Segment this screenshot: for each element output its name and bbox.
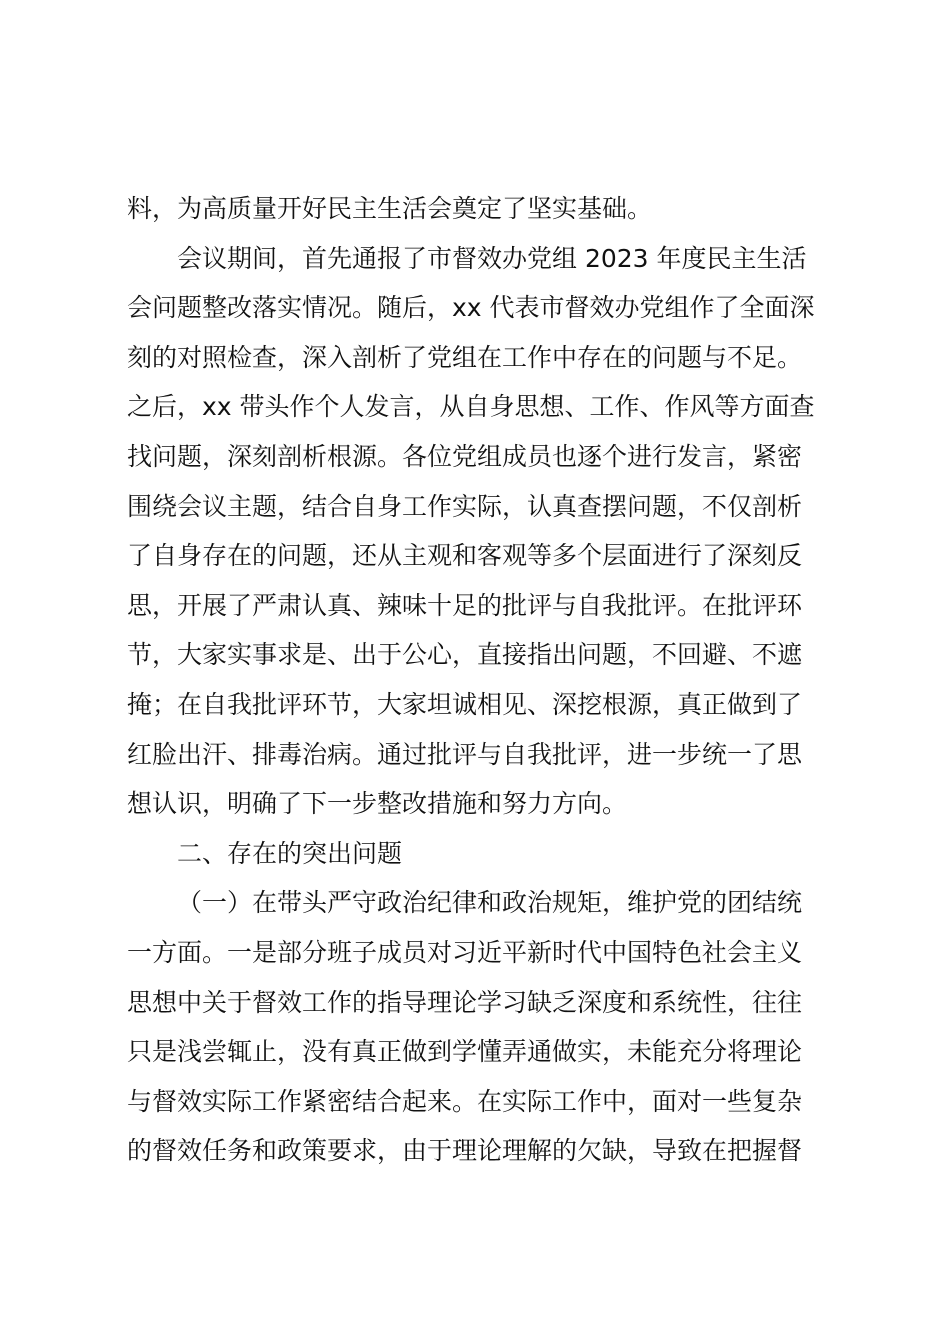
body-text [127, 184, 832, 1176]
text-line: 节，大家实事求是、出于公心，直接指出问题，不回避、不遮 [127, 640, 803, 670]
text-line: 与督效实际工作紧密结合起来。在实际工作中，面对一些复杂 [127, 1086, 803, 1116]
section-heading: 二、存在的突出问题 [177, 838, 403, 868]
text-line: 思，开展了严肃认真、辣味十足的批评与自我批评。在批评环 [127, 590, 803, 620]
text-line: 一方面。一是部分班子成员对习近平新时代中国特色社会主义 [127, 937, 803, 967]
text-line: 刻的对照检查，深入剖析了党组在工作中存在的问题与不足。 [127, 342, 803, 372]
paragraph-start-line: 会议期间，首先通报了市督效办党组 2023 年度民主生活 [177, 243, 807, 273]
text-line: 只是浅尝辄止，没有真正做到学懂弄通做实，未能充分将理论 [127, 1037, 803, 1067]
text-line: 找问题，深刻剖析根源。各位党组成员也逐个进行发言，紧密 [127, 441, 803, 471]
text-line: 围绕会议主题，结合自身工作实际，认真查摆问题，不仅剖析 [127, 491, 803, 521]
text-line: 料，为高质量开好民主生活会奠定了坚实基础。 [127, 194, 653, 223]
text-line: 了自身存在的问题，还从主观和客观等多个层面进行了深刻反 [127, 541, 803, 571]
paragraph-start-line: （一）在带头严守政治纪律和政治规矩，维护党的团结统 [177, 888, 803, 918]
text-line: 想认识，明确了下一步整改措施和努力方向。 [127, 789, 628, 819]
text-line: 红脸出汗、排毒治病。通过批评与自我批评，进一步统一了思 [127, 739, 803, 769]
text-line: 掩；在自我批评环节，大家坦诚相见、深挖根源，真正做到了 [127, 689, 803, 719]
text-line: 的督效任务和政策要求，由于理论理解的欠缺，导致在把握督 [127, 1136, 803, 1166]
text-line: 之后，xx 带头作个人发言，从自身思想、工作、作风等方面查 [127, 392, 815, 422]
text-line: 会问题整改落实情况。随后，xx 代表市督效办党组作了全面深 [127, 293, 815, 323]
text-line: 思想中关于督效工作的指导理论学习缺乏深度和系统性，往往 [127, 987, 803, 1017]
